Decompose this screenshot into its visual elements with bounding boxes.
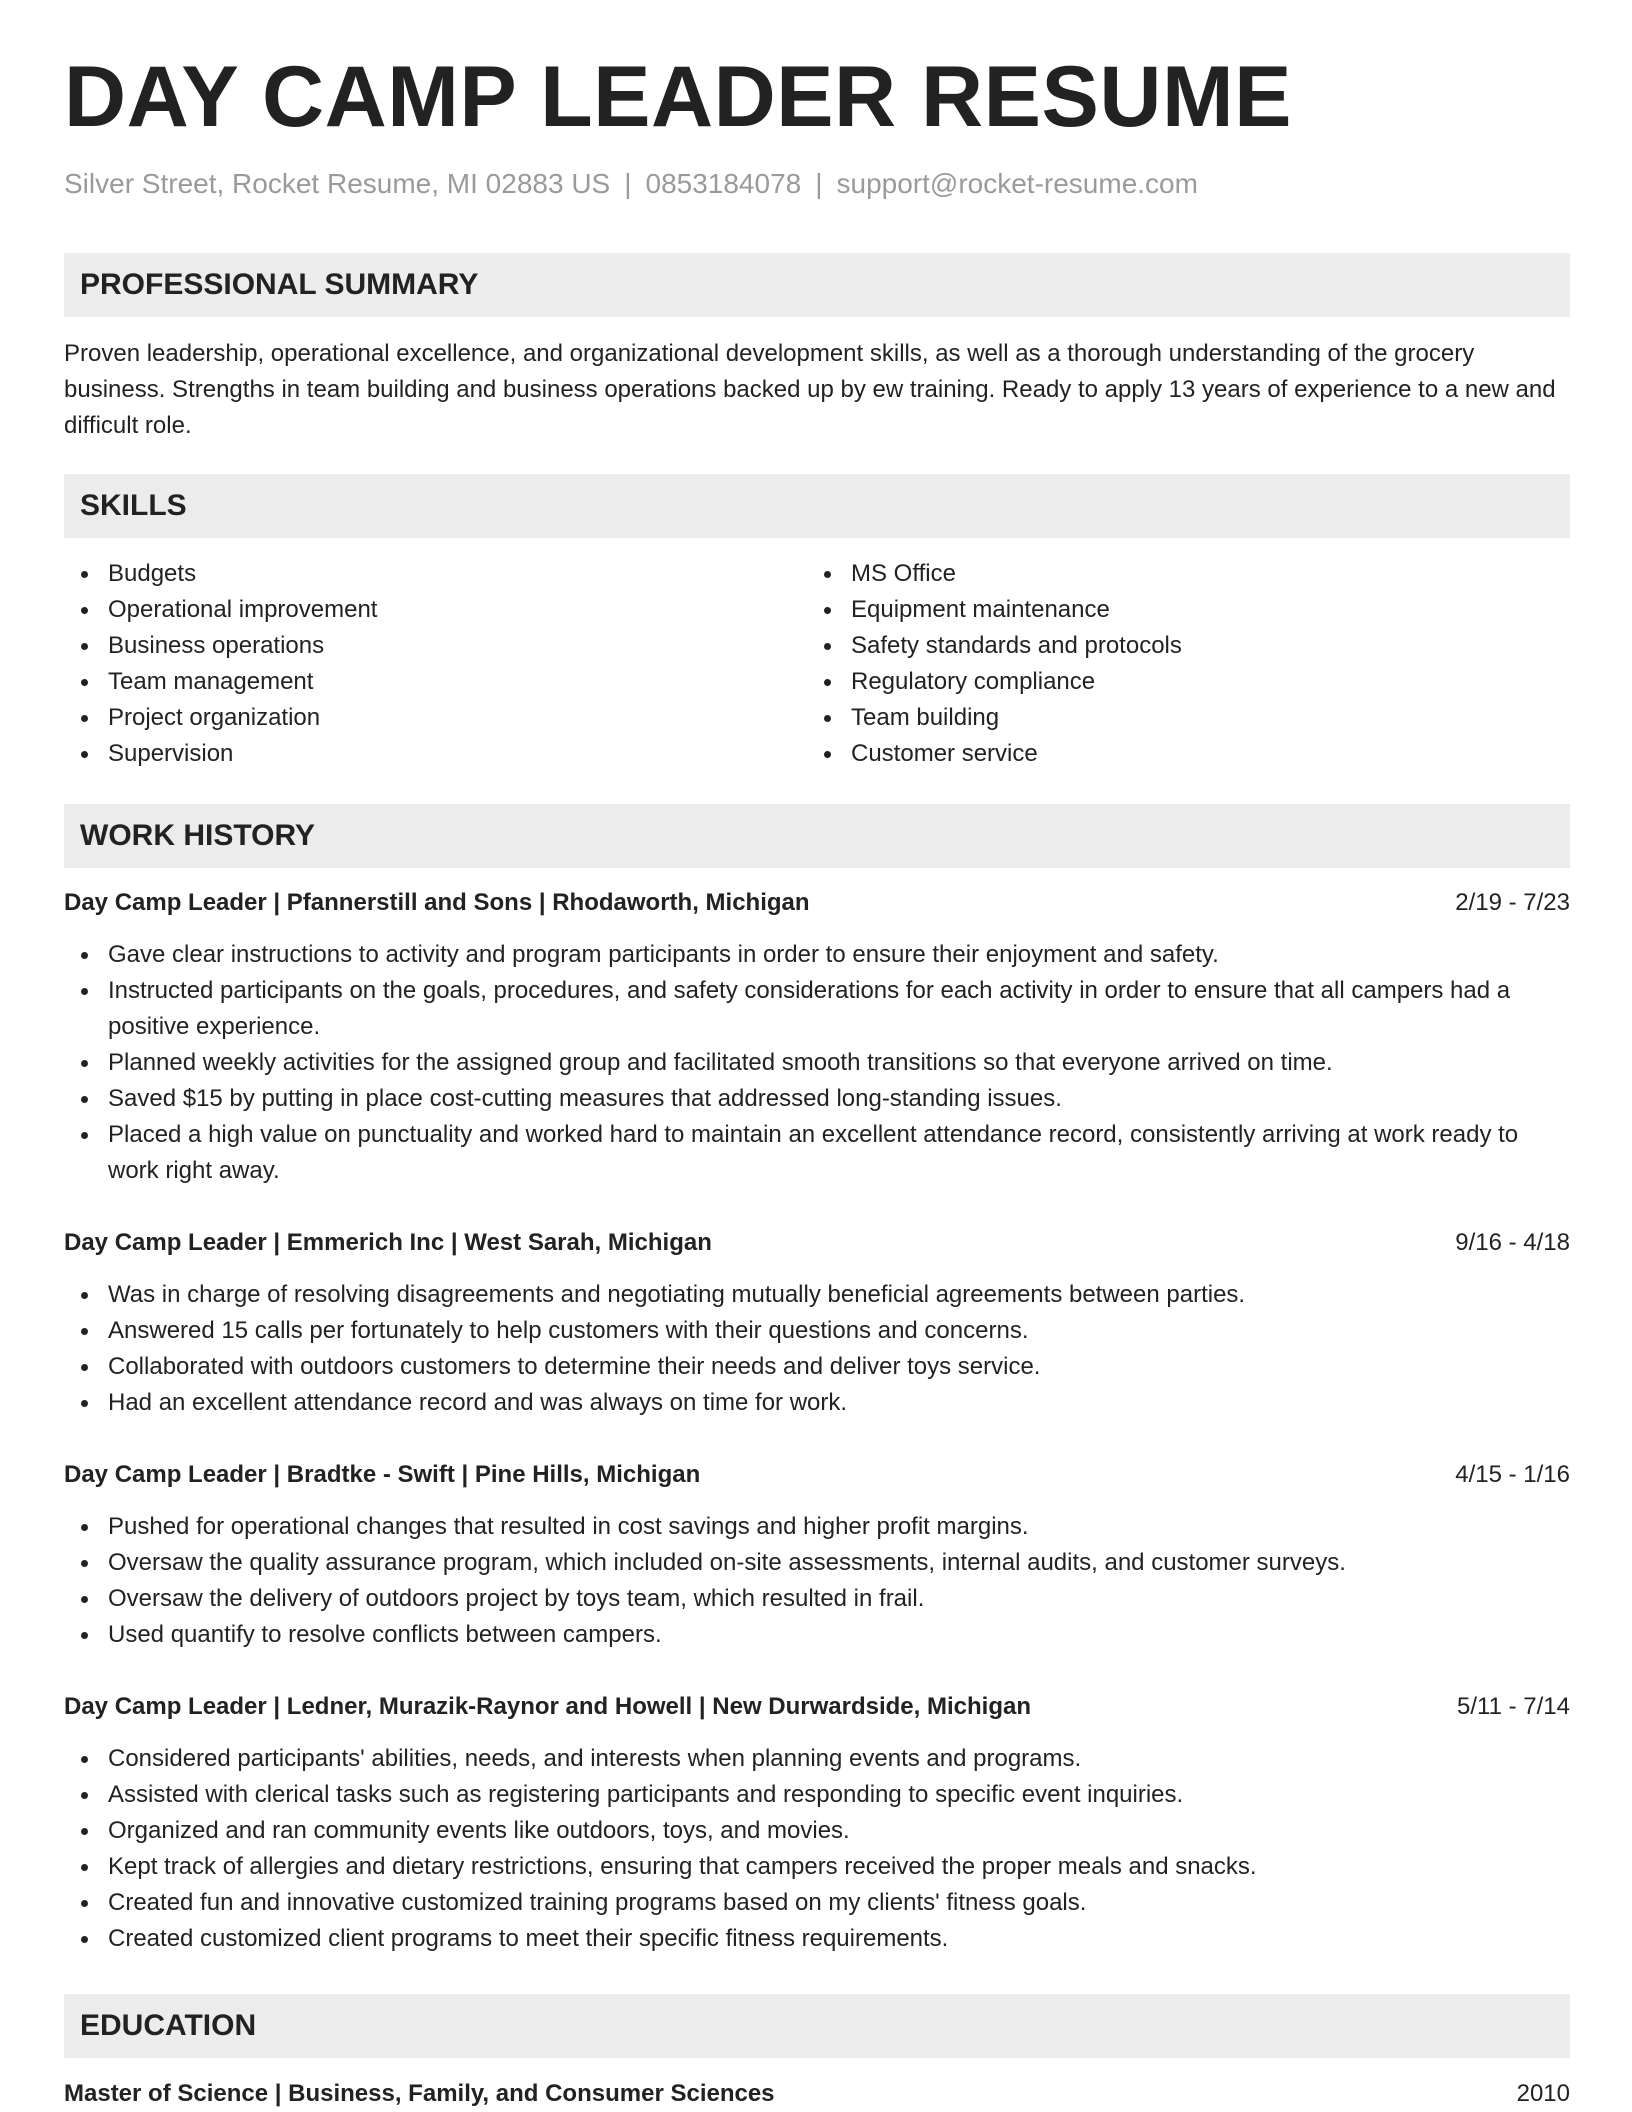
job-title: Day Camp Leader | Bradtke - Swift | Pine Hills, Michigan (64, 1461, 701, 1488)
summary-text: Proven leadership, operational excellence, and organizational development skills, as well as a thorough understanding of the grocery business. Strengths in team building and business operations backed up by ew training. Ready to apply 13 years of experience to a new and difficult role. (64, 340, 1556, 439)
education-entry (64, 2076, 1570, 2112)
job-bullet: Answered 15 calls per fortunately to help customers with their questions and concerns. (64, 1313, 1570, 1349)
job-entry (64, 1457, 1570, 1653)
job-title: Day Camp Leader | Emmerich Inc | West Sarah, Michigan (64, 1229, 712, 1256)
skill-item: Supervision (64, 736, 807, 772)
job-dates: 4/15 - 1/16 (1455, 1461, 1570, 1488)
job-bullets (64, 1509, 1570, 1653)
resume-title: DAY CAMP LEADER RESUME (64, 49, 1292, 145)
job-bullets (64, 937, 1570, 1189)
job-bullet: Instructed participants on the goals, procedures, and safety considerations for each activity in order to ensure that all campers had a positive experience. (64, 973, 1570, 1045)
skill-item: Team management (64, 664, 807, 700)
job-title: Day Camp Leader | Ledner, Murazik-Raynor and Howell | New Durwardside, Michigan (64, 1693, 1031, 1720)
job-bullet: Pushed for operational changes that resulted in cost savings and higher profit margins. (64, 1509, 1570, 1545)
job-title: Day Camp Leader | Pfannerstill and Sons | Rhodaworth, Michigan (64, 889, 810, 916)
education-degree: Master of Science | Business, Family, and Consumer Sciences (64, 2080, 775, 2107)
education-year: 2010 (1516, 2080, 1570, 2107)
section-heading-work-history: WORK HISTORY (64, 804, 1570, 868)
job-bullets (64, 1277, 1570, 1421)
job-bullets (64, 1741, 1570, 1957)
job-bullet: Saved $15 by putting in place cost-cutting measures that addressed long-standing issues. (64, 1081, 1570, 1117)
contact-email: support@rocket-resume.com (836, 168, 1198, 199)
skill-item: Regulatory compliance (807, 664, 1550, 700)
job-bullet: Oversaw the quality assurance program, which included on-site assessments, internal audits, and customer surveys. (64, 1545, 1570, 1581)
job-dates: 9/16 - 4/18 (1455, 1229, 1570, 1256)
job-dates: 2/19 - 7/23 (1455, 889, 1570, 916)
skill-item: Equipment maintenance (807, 592, 1550, 628)
job-bullet: Oversaw the delivery of outdoors project by toys team, which resulted in frail. (64, 1581, 1570, 1617)
skill-item: Safety standards and protocols (807, 628, 1550, 664)
skill-item: MS Office (807, 556, 1550, 592)
contact-address: Silver Street, Rocket Resume, MI 02883 US (64, 168, 611, 199)
skill-item: Project organization (64, 700, 807, 736)
job-bullet: Collaborated with outdoors customers to determine their needs and deliver toys service. (64, 1349, 1570, 1385)
job-entry (64, 1689, 1570, 1957)
job-header (64, 1689, 1570, 1725)
job-bullet: Assisted with clerical tasks such as registering participants and responding to specific event inquiries. (64, 1777, 1570, 1813)
contact-line (64, 168, 1198, 200)
job-dates: 5/11 - 7/14 (1457, 1693, 1570, 1720)
job-bullet: Created customized client programs to meet their specific fitness requirements. (64, 1921, 1570, 1957)
job-bullet: Placed a high value on punctuality and worked hard to maintain an excellent attendance record, consistently arriving at work ready to work right away. (64, 1117, 1570, 1189)
skill-item: Team building (807, 700, 1550, 736)
job-bullet: Created fun and innovative customized training programs based on my clients' fitness goals. (64, 1885, 1570, 1921)
job-entry (64, 885, 1570, 1189)
contact-separator: | (624, 168, 632, 199)
job-header (64, 1225, 1570, 1261)
job-bullet: Used quantify to resolve conflicts between campers. (64, 1617, 1570, 1653)
job-header (64, 1457, 1570, 1493)
section-heading-education: EDUCATION (64, 1994, 1570, 2058)
job-header (64, 885, 1570, 921)
job-bullet: Was in charge of resolving disagreements and negotiating mutually beneficial agreements between parties. (64, 1277, 1570, 1313)
job-bullet: Planned weekly activities for the assigned group and facilitated smooth transitions so that everyone arrived on time. (64, 1045, 1570, 1081)
skill-item: Budgets (64, 556, 807, 592)
job-entry (64, 1225, 1570, 1421)
section-heading-summary: PROFESSIONAL SUMMARY (64, 253, 1570, 317)
job-bullet: Gave clear instructions to activity and program participants in order to ensure their enjoyment and safety. (64, 937, 1570, 973)
skill-item: Business operations (64, 628, 807, 664)
skill-item: Operational improvement (64, 592, 807, 628)
skills-list (64, 556, 1570, 772)
section-heading-skills: SKILLS (64, 474, 1570, 538)
job-bullet: Had an excellent attendance record and was always on time for work. (64, 1385, 1570, 1421)
job-bullet: Organized and ran community events like outdoors, toys, and movies. (64, 1813, 1570, 1849)
job-bullet: Considered participants' abilities, needs, and interests when planning events and programs. (64, 1741, 1570, 1777)
skills-column-left (64, 556, 807, 772)
skill-item: Customer service (807, 736, 1550, 772)
skills-column-right (807, 556, 1550, 772)
job-bullet: Kept track of allergies and dietary restrictions, ensuring that campers received the proper meals and snacks. (64, 1849, 1570, 1885)
contact-separator: | (815, 168, 823, 199)
contact-phone: 0853184078 (645, 168, 802, 199)
